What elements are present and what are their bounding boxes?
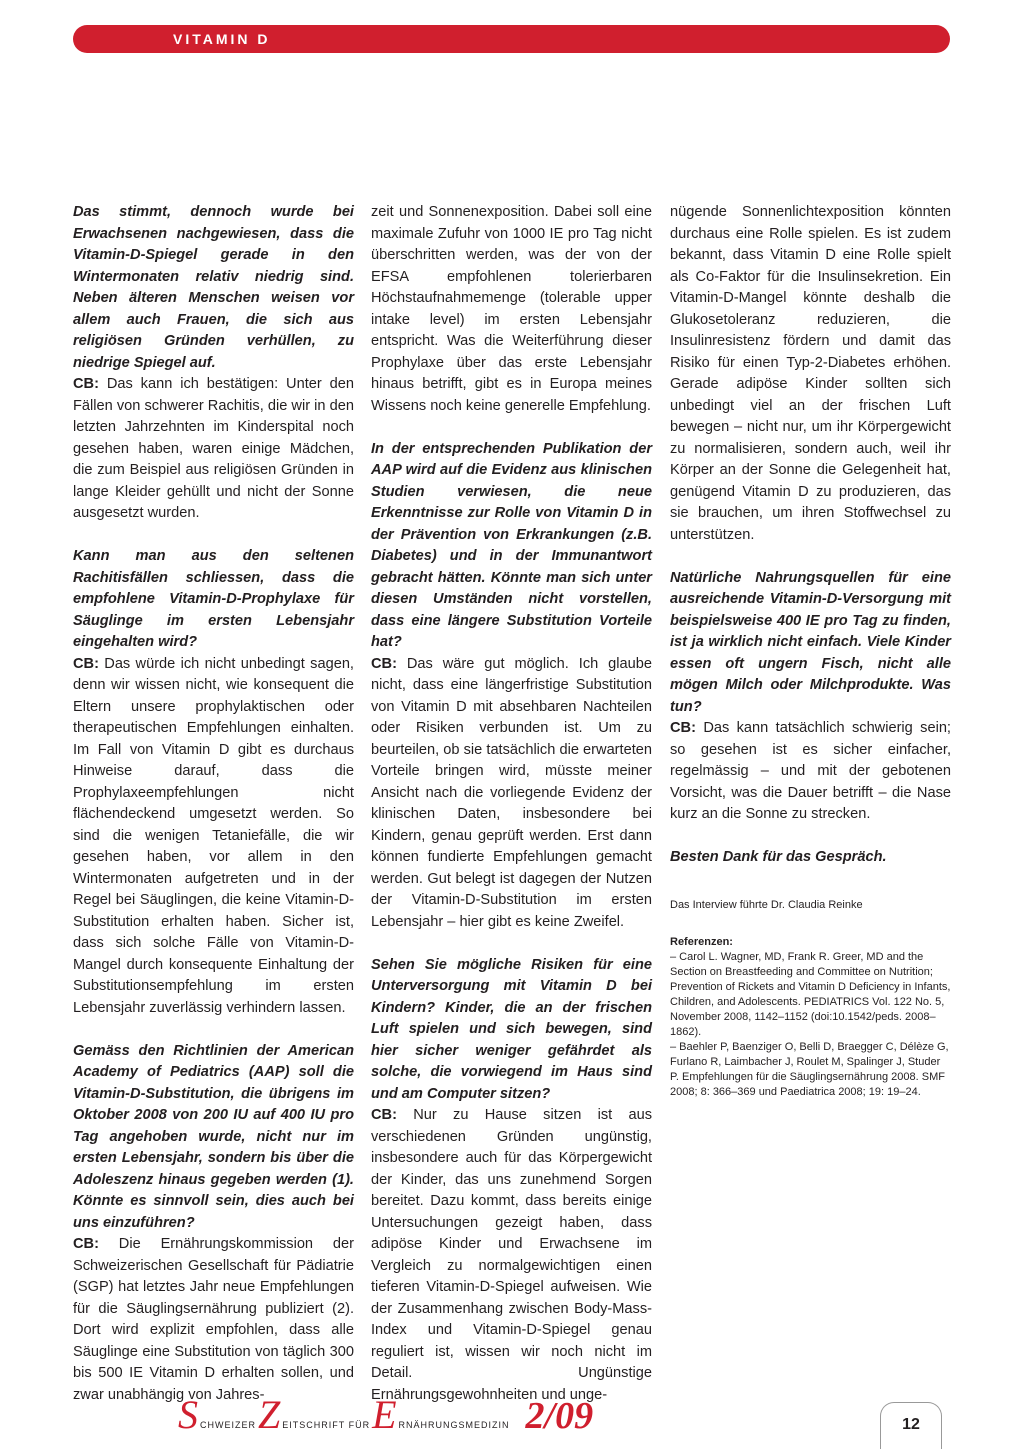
journal-footer-title <box>178 1390 598 1440</box>
interview-answer <box>73 374 354 525</box>
interview-question: Kann man aus den seltenen Rachitisfällen schliessen, dass die empfohlene Vitamin-D-Prophylaxe für Säuglinge im ersten Lebensjahr eingehalten wird? <box>73 548 354 650</box>
section-title: VITAMIN D <box>173 31 271 47</box>
paragraph-gap <box>73 525 354 547</box>
interview-question: In der entsprechenden Publikation der AAP wird auf die Evidenz aus klinischen Studien verwiesen, die neue Erkenntnisse zur Rolle von Vitamin D in der Prävention von Erkrankungen (z.B. Diabetes) und in der Immunantwort gebracht hätten. Könnte man sich unter diesen Umständen nicht vorstellen, dass eine längere Substitution Vorteile hat? <box>371 440 652 650</box>
speaker-label: CB: <box>670 720 696 736</box>
answer-text: Nur zu Hause sitzen ist aus verschiedenen Gründen ungünstig, insbesondere auch für das Körpergewicht der Kinder, das uns zunehmend Sorgen bereitet. Dazu kommt, dass bereits einige Untersuchungen gezeigt haben, dass adipöse Kinder und Erwachsene im Vergleich zu normalgewichtigen einen tieferen Vitamin-D-Spiegel aufweisen. Wie der Zusammenhang zwischen Body-Mass-Index und Vitamin-D-Spiegel genau reguliert ist, wissen wir noch nicht im Detail. Ungünstige Ernährungsgewohnheiten und unge- <box>371 1107 652 1403</box>
paragraph-gap <box>371 933 652 955</box>
text-column-2 <box>371 202 652 1406</box>
answer-text: Das kann ich bestätigen: Unter den Fällen von schwerer Rachitis, die wir in den letzten Jahrzehnten im Kinderspital noch gesehen haben, waren einige Mädchen, die zum Beispiel aus religiösen Gründen in lange Kleider gehüllt und nicht der Sonne ausgesetzt wurden. <box>73 376 354 521</box>
interview-answer <box>670 718 951 826</box>
answer-text: Das würde ich nicht unbedingt sagen, denn wir wissen nicht, wie konsequent die Eltern unsere prophylaktischen oder therapeutischen Empfehlungen einhalten. Im Fall von Vitamin D gibt es durchaus Hinweise darauf, dass die Prophylaxeempfehlungen nicht flächendeckend umgesetzt werden. So sind die wenigen Tetaniefälle, die wir gesehen haben, vor allem in den Wintermonaten aufgetreten und in der Regel bei Säuglingen, die keine Vitamin-D-Substitution erhalten haben. Sicher ist, dass sich solche Fälle von Vitamin-D-Mangel durch konsequente Einhaltung der Substitutionsempfehlung im ersten Lebensjahr zuverlässig verhindern lassen. <box>73 655 354 1016</box>
speaker-label: CB: <box>371 655 397 672</box>
reference-item: – Carol L. Wagner, MD, Frank R. Greer, MD and the Section on Breastfeeding and Committee on Nutrition; Prevention of Rickets and Vitamin D Deficiency in Infants, Children, and Adolescents. PEDIATRICS Vol. 122 No. 5, November 2008, 1142–1152 (doi:10.1542/peds. 2008–1862). <box>670 951 951 1038</box>
reference-item: – Baehler P, Baenziger O, Belli D, Braegger C, Délèze G, Furlano R, Laimbacher J, Roulet M, Spalinger J, Studer P. Empfehlungen für die Säuglingsernährung 2008. SMF 2008; 8: 366–369 und Paediatrica 2008; 19: 19–24. <box>670 1041 949 1098</box>
paragraph-gap <box>73 1019 354 1041</box>
interview-answer <box>73 1234 354 1406</box>
interview-credit: Das Interview führte Dr. Claudia Reinke <box>670 899 863 911</box>
paragraph-gap <box>670 546 951 568</box>
references-title: Referenzen: <box>670 936 733 948</box>
paragraph-gap <box>670 869 951 891</box>
answer-text: Das wäre gut möglich. Ich glaube nicht, dass eine längerfristige Substitution von Vitamin D mit absehbaren Nachteilen oder Risiken verbunden ist. Um zu beurteilen, ob sie tatsächlich die erwarteten Vorteile bringen wird, müsste meiner Ansicht nach die vorliegende Evidenz der klinischen Daten, insbesondere bei Kindern, genau geprüft werden. Erst dann können fundierte Empfehlungen gemacht werden. Gut belegt ist dagegen der Nutzen der Vitamin-D-Substitution im ersten Lebensjahr – hier gibt es keine Zweifel. <box>371 655 652 930</box>
paragraph-gap <box>670 826 951 848</box>
body-paragraph: nügende Sonnenlichtexposition könnten durchaus eine Rolle spielen. Es ist zudem bekannt, dass Vitamin D eine Rolle spielt als Co-Faktor für die Insulinsekretion. Ein Vitamin-D-Mangel könnte deshalb die Glukosetoleranz reduzieren, die Insulinresistenz fördern und damit das Risiko für einen Typ-2-Diabetes erhöhen. Gerade adipöse Kinder sollten sich unbedingt viel an der frischen Luft bewegen – nicht nur, um ihr Körpergewicht zu normalisieren, sondern auch, weil ihr Körper an der Sonne die Gelegenheit hat, genügend Vitamin D zu produzieren, das sie brauchen, um ihren Stoffwechsel zu unterstützen. <box>670 204 951 543</box>
footer-issue: 2/09 <box>525 1395 594 1437</box>
speaker-label: CB: <box>73 1236 99 1252</box>
footer-word-3: RNÄHRUNGSMEDIZIN <box>398 1420 510 1430</box>
footer-word-1: CHWEIZER <box>200 1420 256 1430</box>
footer-letter-s: S <box>178 1392 198 1437</box>
interview-question: Gemäss den Richtlinien der American Academy of Pediatrics (AAP) soll die Vitamin-D-Substitution, die übrigens im Oktober 2008 von 200 IU auf 400 IU pro Tag angehoben wurde, nicht nur im ersten Lebensjahr, sondern bis über die Adoleszenz hinaus gegeben werden (1). Könnte es sinnvoll sein, dies auch bei uns einzuführen? <box>73 1042 354 1231</box>
footer-letter-z: Z <box>258 1392 281 1437</box>
interview-question: Besten Dank für das Gespräch. <box>670 849 887 865</box>
answer-text: Das kann tatsächlich schwierig sein; so gesehen ist es sicher einfacher, regelmässig – und mit der gebotenen Vorsicht, was die Dauer betrifft – die Nase kurz an die Sonne zu strecken. <box>670 720 951 822</box>
paragraph-gap <box>371 417 652 439</box>
interview-answer <box>73 654 354 1020</box>
interview-question: Natürliche Nahrungsquellen für eine ausreichende Vitamin-D-Versorgung mit beispielsweise 400 IE pro Tag zu finden, ist ja wirklich nicht einfach. Viele Kinder essen oft ungern Fisch, nicht alle mögen Milch oder Milchprodukte. Was tun? <box>670 569 951 715</box>
text-column-3 <box>670 202 951 1100</box>
interview-question: Sehen Sie mögliche Risiken für eine Unterversorgung mit Vitamin D bei Kindern? Kinder, die an der frischen Luft spielen und sich bewegen, sind hier sicher weniger gefährdet als solche, die vorwiegend im Haus sind und am Computer sitzen? <box>371 956 652 1102</box>
section-header-bar <box>73 25 950 53</box>
footer-word-2: EITSCHRIFT FÜR <box>282 1420 371 1430</box>
page-number: 12 <box>880 1402 942 1449</box>
references <box>670 935 951 1100</box>
body-paragraph: zeit und Sonnenexposition. Dabei soll eine maximale Zufuhr von 1000 IE pro Tag nicht überschritten werden, was der von der EFSA empfohlenen tolerierbaren Höchstaufnahmemenge (tolerable upper intake level) im ersten Lebensjahr entspricht. Was die Weiterführung dieser Prophylaxe über das erste Lebensjahr hinaus betrifft, gibt es in Europa meines Wissens noch keine generelle Empfehlung. <box>371 204 652 414</box>
interview-answer <box>371 1105 652 1406</box>
speaker-label: CB: <box>371 1107 397 1123</box>
interview-question: Das stimmt, dennoch wurde bei Erwachsenen nachgewiesen, dass die Vitamin-D-Spiegel gerade in den Wintermonaten relativ niedrig sind. Neben älteren Menschen weisen vor allem auch Frauen, die sich aus religiösen Gründen verhüllen, zu niedrige Spiegel auf. <box>73 204 354 371</box>
footer-letter-e: E <box>372 1392 397 1437</box>
text-column-1 <box>73 202 354 1406</box>
speaker-label: CB: <box>73 376 99 392</box>
speaker-label: CB: <box>73 655 99 672</box>
interview-answer <box>371 654 652 934</box>
answer-text: Die Ernährungskommission der Schweizerischen Gesellschaft für Pädiatrie (SGP) hat letztes Jahr neue Empfehlungen für die Säuglingsernährung publiziert (2). Dort wird explizit empfohlen, dass alle Säuglinge eine Substitution von täglich 300 bis 500 IE Vitamin D erhalten sollen, und zwar unabhängig von Jahres- <box>73 1236 354 1403</box>
